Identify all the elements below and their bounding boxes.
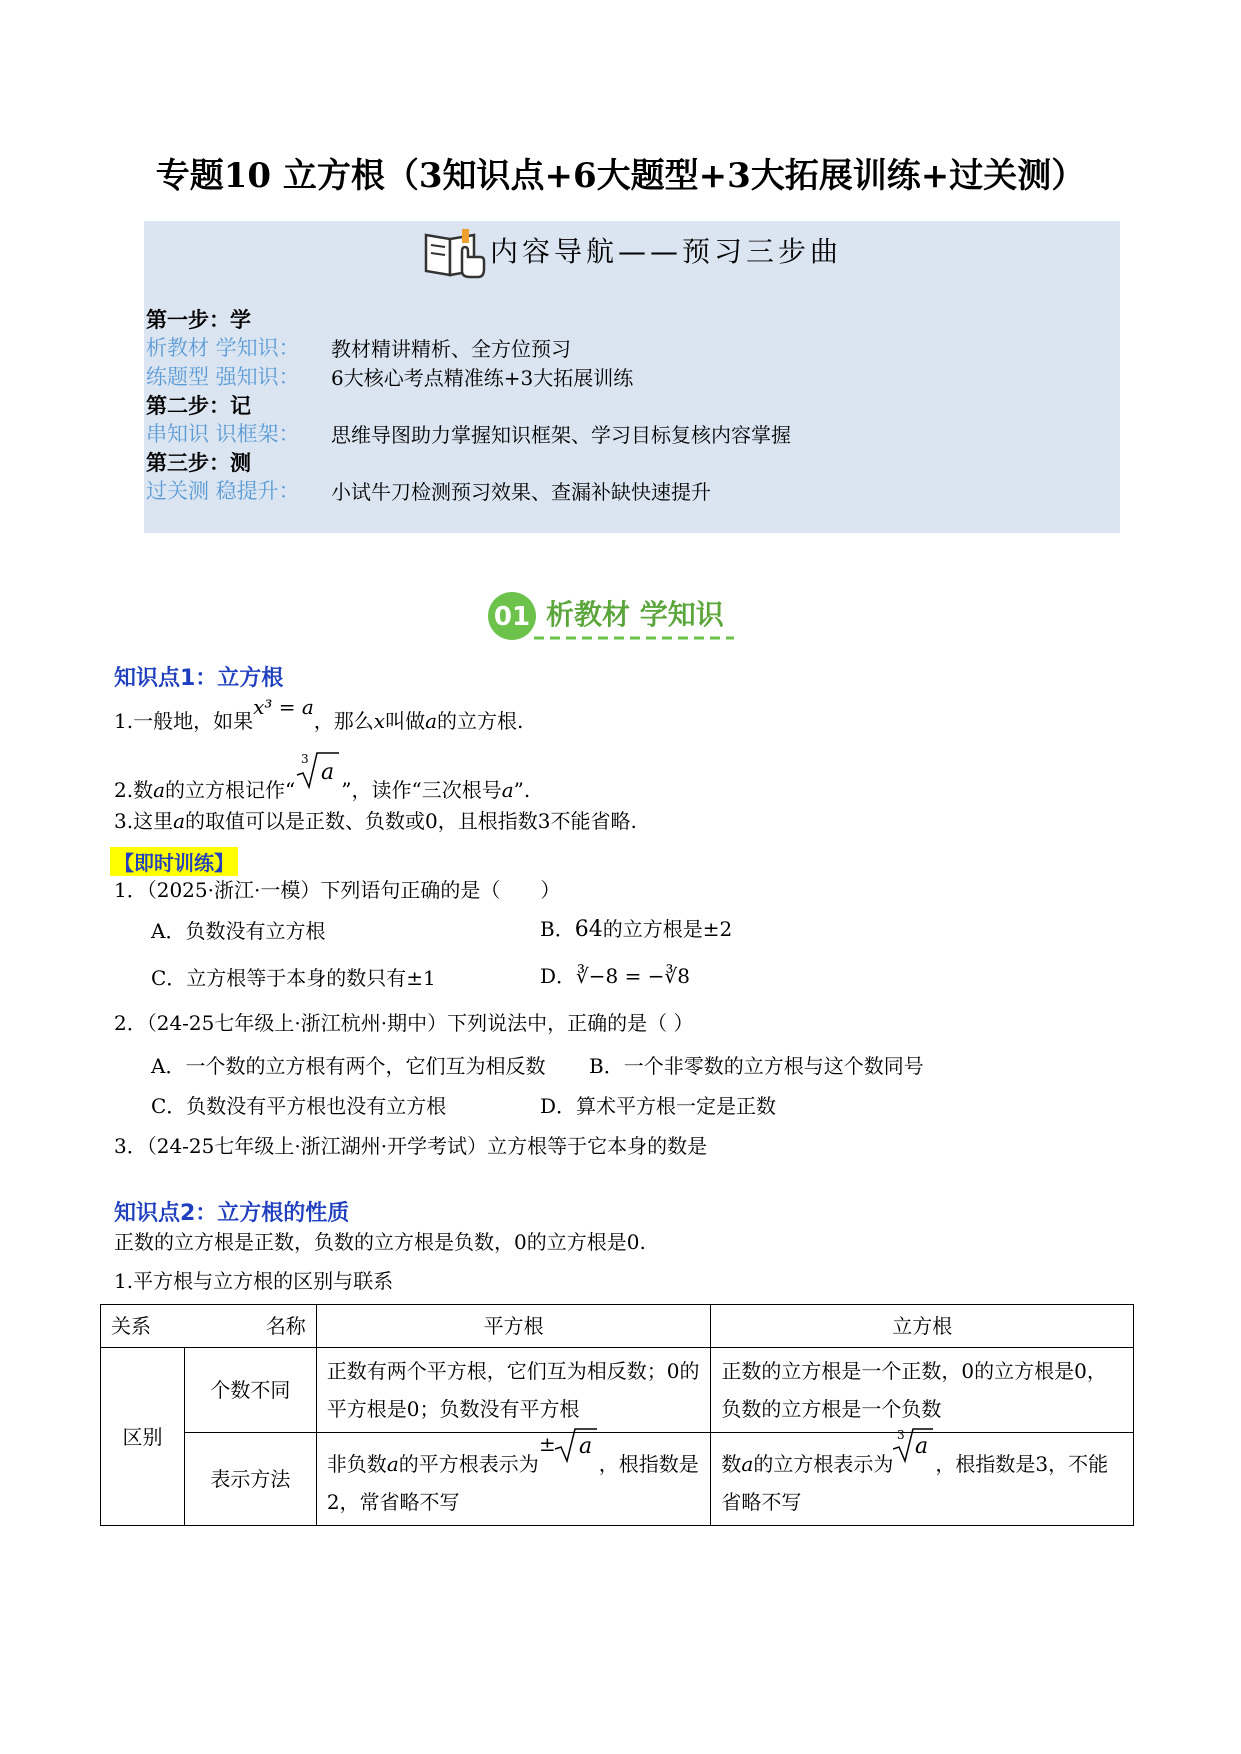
question-1-option-a[interactable]: A．负数没有立方根 xyxy=(151,919,326,943)
question-2-option-d[interactable]: D．算术平方根一定是正数 xyxy=(540,1094,777,1118)
row-group-difference: 区别 xyxy=(101,1348,185,1526)
cell-square-count: 正数有两个平方根，它们互为相反数；0的平方根是0；负数没有平方根 xyxy=(316,1348,711,1433)
cell-cube-notation: 数a的立方根表示为 3 a ，根指数是3，不能省略不写 xyxy=(711,1433,1134,1526)
section-title: 析教材 学知识 xyxy=(546,598,724,631)
cube-root-formula: ∛−8 = −∛8 xyxy=(576,964,690,988)
svg-text:3: 3 xyxy=(897,1428,905,1442)
question-1-stem: 1．（2025·浙江·一模）下列语句正确的是（ ） xyxy=(114,878,561,902)
section-badge-graphic xyxy=(484,590,744,646)
comparison-table xyxy=(100,1304,1134,1526)
svg-text:a: a xyxy=(915,1434,929,1459)
nav-header xyxy=(144,227,1120,279)
cell-cube-count: 正数的立方根是一个正数，0的立方根是0，负数的立方根是一个负数 xyxy=(711,1348,1134,1433)
svg-text:3: 3 xyxy=(301,752,309,766)
page-title: 专题10 立方根（3知识点+6大题型+3大拓展训练+过关测） xyxy=(155,156,1086,196)
knowledge-point-2-title: 知识点2：立方根的性质 xyxy=(114,1201,350,1226)
kp2-line-2: 1.平方根与立方根的区别与联系 xyxy=(114,1269,394,1293)
instant-training-label: 【即时训练】 xyxy=(110,847,238,876)
question-1-option-d[interactable]: D．∛−8 = −∛8 xyxy=(540,964,690,988)
question-2-stem: 2．（24-25七年级上·浙江杭州·期中）下列说法中，正确的是（ ） xyxy=(114,1011,694,1035)
kp1-line-2: 2.数a的立方根记作“ 3 a ”，读作“三次根号a”. xyxy=(114,763,530,803)
row-label-count: 个数不同 xyxy=(184,1348,316,1433)
formula-x-cubed: x³ = a xyxy=(253,695,314,719)
row-label-notation: 表示方法 xyxy=(184,1433,316,1526)
table-header-row xyxy=(101,1305,1134,1348)
cube-root-a-symbol xyxy=(295,749,341,789)
question-2-option-c[interactable]: C．负数没有平方根也没有立方根 xyxy=(151,1094,447,1118)
step-3-item-1-desc: 小试牛刀检测预习效果、查漏补缺快速提升 xyxy=(331,480,711,504)
header-relation-name: 关系 名称 xyxy=(101,1305,317,1348)
question-1-option-b[interactable]: B．64的立方根是±2 xyxy=(540,917,733,942)
question-1-option-c[interactable]: C．立方根等于本身的数只有±1 xyxy=(151,966,436,990)
step-2-item-1-desc: 思维导图助力掌握知识框架、学习目标复核内容掌握 xyxy=(331,423,791,447)
kp2-line-1: 正数的立方根是正数，负数的立方根是负数，0的立方根是0. xyxy=(114,1230,646,1254)
question-2-option-a[interactable]: A．一个数的立方根有两个，它们互为相反数 xyxy=(151,1054,546,1078)
cube-root-a-symbol xyxy=(893,1427,935,1463)
step-1-heading: 第一步：学 xyxy=(146,307,251,332)
section-number: 01 xyxy=(493,602,531,632)
content-navigation-box xyxy=(144,221,1120,533)
svg-text:a: a xyxy=(321,760,335,785)
step-3-heading: 第三步：测 xyxy=(146,450,251,475)
knowledge-point-1-title: 知识点1：立方根 xyxy=(114,666,284,691)
cell-square-notation: 非负数a的平方根表示为 ± a ，根指数是2，常省略不写 xyxy=(316,1433,711,1526)
step-2-item-1-label: 串知识 识框架： xyxy=(146,422,300,446)
nav-header-text: 内容导航——预习三步曲 xyxy=(489,235,842,268)
step-1-item-2-desc: 6大核心考点精准练+3大拓展训练 xyxy=(331,366,634,390)
section-badge xyxy=(484,590,744,650)
step-1-item-2-label: 练题型 强知识： xyxy=(146,365,300,389)
step-1-item-1-desc: 教材精讲精析、全方位预习 xyxy=(331,337,571,361)
svg-text:±: ± xyxy=(538,1432,556,1456)
step-3-item-1-label: 过关测 稳提升： xyxy=(146,479,300,503)
question-3-stem: 3．（24-25七年级上·浙江湖州·开学考试）立方根等于它本身的数是 xyxy=(114,1134,708,1158)
question-2-option-b[interactable]: B．一个非零数的立方根与这个数同号 xyxy=(589,1054,924,1078)
step-2-heading: 第二步：记 xyxy=(146,393,251,418)
svg-text:a: a xyxy=(578,1434,592,1459)
kp1-line-1: 1.一般地，如果x³ = a，那么x叫做a的立方根. xyxy=(114,695,524,733)
header-cube-root: 立方根 xyxy=(711,1305,1134,1348)
header-square-root: 平方根 xyxy=(316,1305,711,1348)
step-1-item-1-label: 析教材 学知识： xyxy=(146,336,300,360)
kp1-line-3: 3.这里a的取值可以是正数、负数或0，且根指数3不能省略. xyxy=(114,809,637,833)
book-pointer-icon xyxy=(422,227,486,279)
plus-minus-sqrt-a-symbol xyxy=(539,1427,599,1463)
table-row xyxy=(101,1433,1134,1526)
table-row xyxy=(101,1348,1134,1433)
